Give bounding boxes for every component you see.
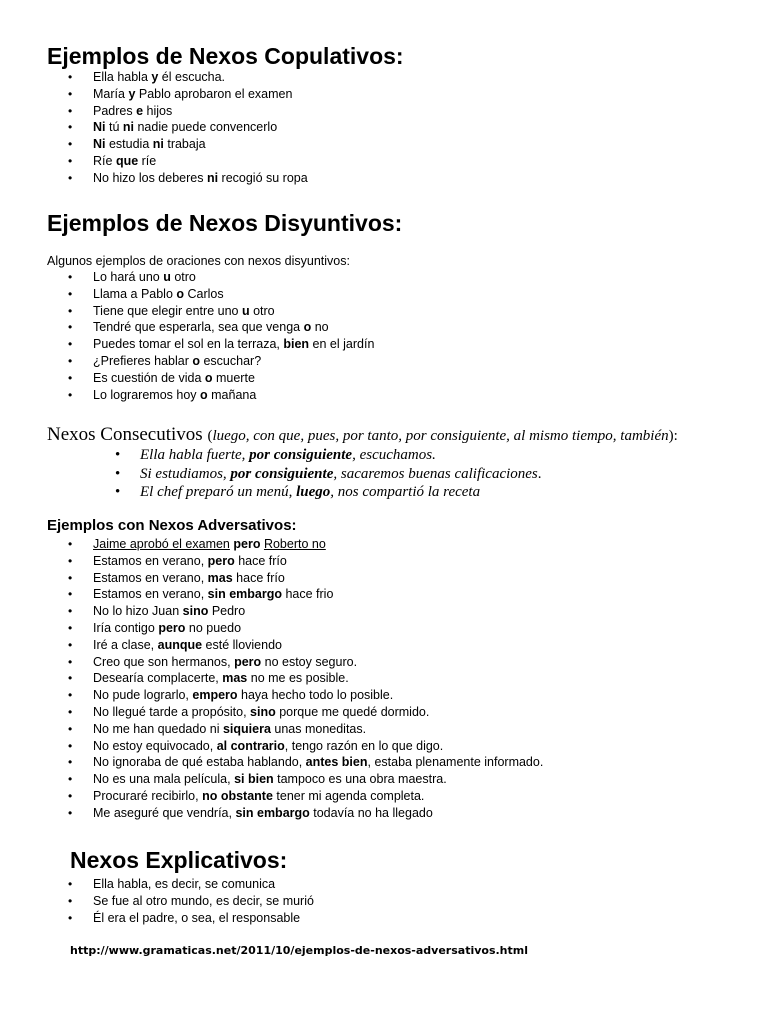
list-item: • Ella habla y él escucha. [68,69,308,86]
list-item: • Estamos en verano, mas hace frío [68,570,543,587]
disyuntivos-list [68,269,374,403]
list-item: • No es una mala película, si bien tampoco es una obra maestra. [68,771,543,788]
list-item: • No pude lograrlo, empero haya hecho todo lo posible. [68,687,543,704]
list-item: • Me aseguré que vendría, sin embargo todavía no ha llegado [68,805,543,822]
list-item: • Creo que son hermanos, pero no estoy seguro. [68,654,543,671]
list-item: • Tiene que elegir entre uno u otro [68,303,374,320]
adversativos-list [68,536,543,822]
list-item: • Ella habla fuerte, por consiguiente, escuchamos. [115,446,542,465]
list-item: • Lo hará uno u otro [68,269,374,286]
list-item: • No lo hizo Juan sino Pedro [68,603,543,620]
heading-consecutivos [47,424,678,446]
list-item: • Puedes tomar el sol en la terraza, bien en el jardín [68,336,374,353]
list-item: • Él era el padre, o sea, el responsable [68,910,314,927]
list-item: • Padres e hijos [68,103,308,120]
copulativos-list [68,69,308,187]
heading-disyuntivos: Ejemplos de Nexos Disyuntivos: [47,210,403,236]
list-item: • El chef preparó un menú, luego, nos compartió la receta [115,483,542,502]
list-item: • No ignoraba de qué estaba hablando, antes bien, estaba plenamente informado. [68,754,543,771]
consecutivos-list [115,446,542,502]
list-item: • Desearía complacerte, mas no me es posible. [68,670,543,687]
list-item: • María y Pablo aprobaron el examen [68,86,308,103]
list-item: • No me han quedado ni siquiera unas moneditas. [68,721,543,738]
list-item: • No llegué tarde a propósito, sino porque me quedé dormido. [68,704,543,721]
heading-explicativos: Nexos Explicativos: [70,847,288,873]
list-item: • Iría contigo pero no puedo [68,620,543,637]
explicativos-list [68,876,314,926]
list-item: • Se fue al otro mundo, es decir, se murió [68,893,314,910]
consecutivos-list-inline: (luego, con que, pues, por tanto, por consiguiente, al mismo tiempo, también): [207,428,678,444]
list-item: • Tendré que esperarla, sea que venga o no [68,319,374,336]
list-item: • Llama a Pablo o Carlos [68,286,374,303]
list-item: • Ríe que ríe [68,153,308,170]
list-item: • Lo lograremos hoy o mañana [68,387,374,404]
source-link[interactable]: http://www.gramaticas.net/2011/10/ejemplos-de-nexos-adversativos.html [70,944,528,957]
list-item: • Estamos en verano, pero hace frío [68,553,543,570]
list-item: • Ni tú ni nadie puede convencerlo [68,119,308,136]
list-item: • Es cuestión de vida o muerte [68,370,374,387]
list-item: • Ella habla, es decir, se comunica [68,876,314,893]
list-item: • ¿Prefieres hablar o escuchar? [68,353,374,370]
list-item: • Si estudiamos, por consiguiente, sacaremos buenas calificaciones. [115,465,542,484]
list-item: • Estamos en verano, sin embargo hace frio [68,586,543,603]
list-item: • No estoy equivocado, al contrario, tengo razón en lo que digo. [68,738,543,755]
heading-adversativos: Ejemplos con Nexos Adversativos: [47,517,297,534]
consecutivos-title: Nexos Consecutivos [47,424,203,445]
heading-copulativos: Ejemplos de Nexos Copulativos: [47,43,404,69]
list-item: • Jaime aprobó el examen pero Roberto no [68,536,543,553]
list-item: • Iré a clase, aunque esté lloviendo [68,637,543,654]
list-item: • Ni estudia ni trabaja [68,136,308,153]
list-item: • No hizo los deberes ni recogió su ropa [68,170,308,187]
disyuntivos-intro: Algunos ejemplos de oraciones con nexos disyuntivos: [47,254,350,268]
list-item: • Procuraré recibirlo, no obstante tener mi agenda completa. [68,788,543,805]
